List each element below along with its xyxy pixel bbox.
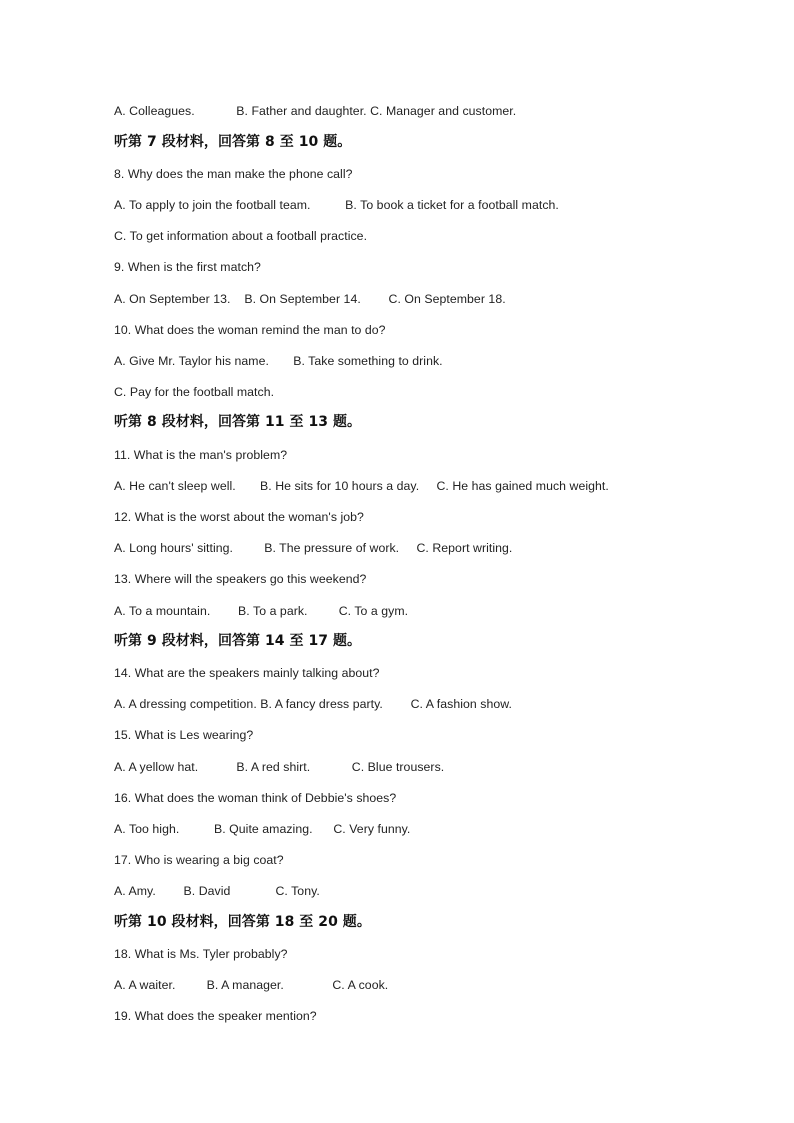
section-heading-7: 听第 7 段材料，回答第 8 至 10 题。 — [114, 134, 352, 150]
options-line-q13: A. To a mountain. B. To a park. C. To a gym. — [114, 604, 409, 618]
question-10: 10. What does the woman remind the man to do? — [114, 323, 386, 337]
question-13: 13. Where will the speakers go this weekend? — [114, 572, 367, 586]
question-18: 18. What is Ms. Tyler probably? — [114, 947, 288, 961]
section-heading-8: 听第 8 段材料，回答第 11 至 13 题。 — [114, 414, 362, 430]
options-line-q18: A. A waiter. B. A manager. C. A cook. — [114, 978, 389, 992]
question-11: 11. What is the man's problem? — [114, 448, 288, 462]
options-line-q10-c: C. Pay for the football match. — [114, 385, 275, 399]
options-line-q8-ab: A. To apply to join the football team. B. To book a ticket for a football match. — [114, 198, 559, 212]
section-heading-9: 听第 9 段材料，回答第 14 至 17 题。 — [114, 633, 362, 649]
question-9: 9. When is the first match? — [114, 260, 261, 274]
question-16: 16. What does the woman think of Debbie's shoes? — [114, 791, 397, 805]
question-8: 8. Why does the man make the phone call? — [114, 167, 353, 181]
options-line-q7: A. Colleagues. B. Father and daughter. C. Manager and customer. — [114, 104, 517, 118]
options-line-q12: A. Long hours' sitting. B. The pressure of work. C. Report writing. — [114, 541, 513, 555]
options-line-q10-ab: A. Give Mr. Taylor his name. B. Take something to drink. — [114, 354, 443, 368]
question-19: 19. What does the speaker mention? — [114, 1009, 317, 1023]
section-heading-10: 听第 10 段材料，回答第 18 至 20 题。 — [114, 914, 371, 930]
options-line-q9: A. On September 13. B. On September 14. C. On September 18. — [114, 292, 506, 306]
question-17: 17. Who is wearing a big coat? — [114, 853, 284, 867]
options-line-q17: A. Amy. B. David C. Tony. — [114, 884, 320, 898]
options-line-q14: A. A dressing competition. B. A fancy dress party. C. A fashion show. — [114, 697, 512, 711]
options-line-q16: A. Too high. B. Quite amazing. C. Very funny. — [114, 822, 411, 836]
question-15: 15. What is Les wearing? — [114, 728, 254, 742]
options-line-q15: A. A yellow hat. B. A red shirt. C. Blue trousers. — [114, 760, 445, 774]
question-14: 14. What are the speakers mainly talking about? — [114, 666, 380, 680]
options-line-q8-c: C. To get information about a football practice. — [114, 229, 368, 243]
question-12: 12. What is the worst about the woman's job? — [114, 510, 364, 524]
options-line-q11: A. He can't sleep well. B. He sits for 10 hours a day. C. He has gained much weight. — [114, 479, 609, 493]
